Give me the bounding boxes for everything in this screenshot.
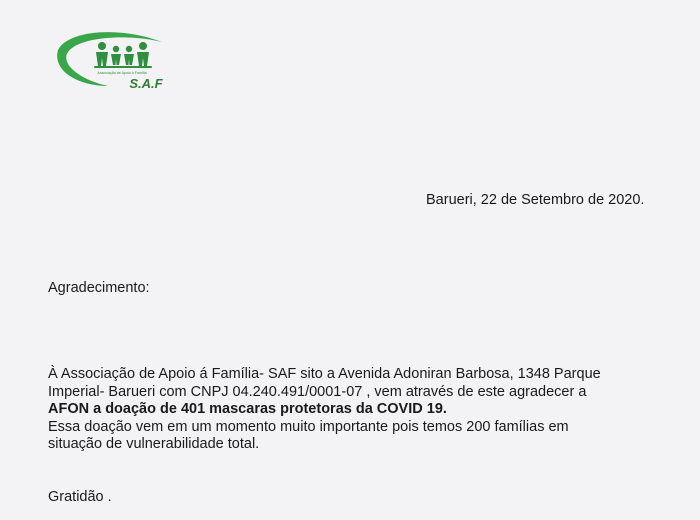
logo-family-figures bbox=[94, 42, 152, 68]
body-line-4: Essa doação vem em um momento muito importante pois temos 200 famílias em bbox=[48, 418, 569, 435]
saf-logo bbox=[50, 28, 180, 96]
logo-tagline: Associação de Apoio à Família bbox=[97, 71, 147, 75]
body-line-5: situação de vulnerabilidade total. bbox=[48, 436, 260, 452]
body-line-2: Imperial- Barueri com CNPJ 04.240.491/0001-07 , vem através de este agradecer a bbox=[48, 383, 587, 400]
logo-wordmark: S.A.F bbox=[129, 76, 163, 91]
letter-closing: Gratidão . bbox=[48, 489, 112, 505]
letter-salutation: Agradecimento: bbox=[48, 280, 150, 296]
body-line-1: À Associação de Apoio á Família- SAF sito a Avenida Adoniran Barbosa, 1348 Parque bbox=[48, 366, 601, 382]
letter-date: Barueri, 22 de Setembro de 2020. bbox=[426, 192, 645, 208]
body-line-3-donation: AFON a doação de 401 mascaras protetoras da COVID 19. bbox=[48, 401, 447, 417]
letter-body bbox=[48, 366, 678, 454]
